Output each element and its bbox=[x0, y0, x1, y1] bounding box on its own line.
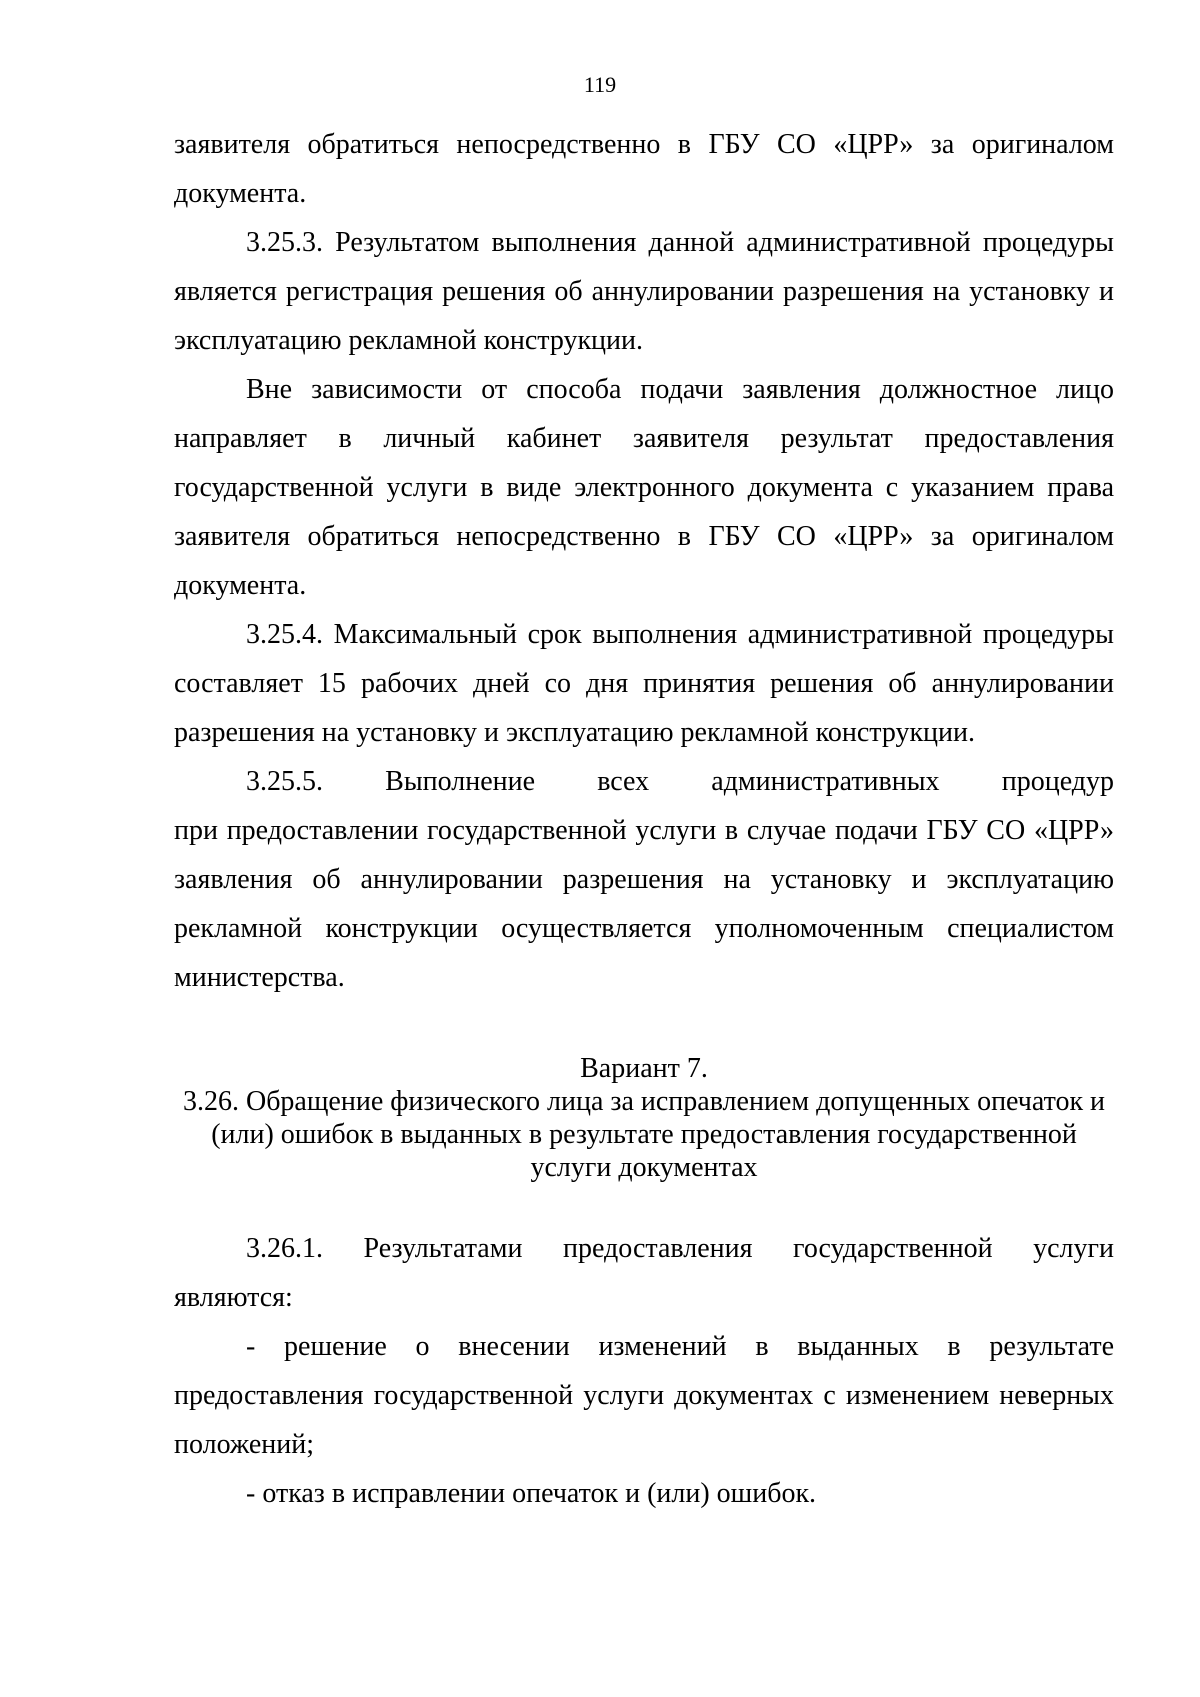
section-heading bbox=[174, 1052, 1114, 1184]
paragraph-continuation: заявителя обратиться непосредственно в ГБУ СО «ЦРР» за оригиналом документа. bbox=[174, 129, 1114, 209]
list-item-decision: - решение о внесении изменений в выданных в результате предоставления государственной услуги документах с изменением неверных положений; bbox=[174, 1331, 1114, 1460]
paragraph-3-26-1-first-line: 3.26.1. Результатами предоставления государственной услуги bbox=[246, 1233, 1114, 1264]
heading-variant: Вариант 7. bbox=[580, 1053, 708, 1084]
paragraph-3-25-3: 3.25.3. Результатом выполнения данной административной процедуры является регистрация решения об аннулировании разрешения на установку и эксплуатацию рекламной конструкции. bbox=[174, 227, 1114, 356]
paragraph-3-25-4: 3.25.4. Максимальный срок выполнения административной процедуры составляет 15 рабочих дней со дня принятия решения об аннулировании разрешения на установку и эксплуатацию рекламной конструкции. bbox=[174, 619, 1114, 748]
paragraph-result-delivery: Вне зависимости от способа подачи заявления должностное лицо направляет в личный кабинет заявителя результат предоставления государственной услуги в виде электронного документа с указанием права заявителя обратиться непосредственно в ГБУ СО «ЦРР» за оригиналом документа. bbox=[174, 374, 1114, 601]
paragraph-3-25-5-first-line: 3.25.5. Выполнение всех административных процедур bbox=[246, 766, 1114, 797]
heading-title-line-1: 3.26. Обращение физического лица за исправлением допущенных опечаток и bbox=[182, 1086, 1106, 1117]
page-number: 119 bbox=[583, 72, 617, 97]
heading-title-line-3: услуги документах bbox=[530, 1152, 758, 1183]
paragraph-3-26-1-second-line: являются: bbox=[174, 1282, 293, 1313]
document-body bbox=[174, 120, 1114, 1518]
heading-title-line-2: (или) ошибок в выданных в результате предоставления государственной bbox=[211, 1119, 1077, 1150]
paragraph-3-25-5-rest: при предоставлении государственной услуги в случае подачи ГБУ СО «ЦРР» заявления об аннулировании разрешения на установку и эксплуатацию рекламной конструкции осуществляется уполномоченным специалистом министерства. bbox=[174, 815, 1114, 993]
list-item-refusal: - отказ в исправлении опечаток и (или) ошибок. bbox=[246, 1478, 817, 1509]
